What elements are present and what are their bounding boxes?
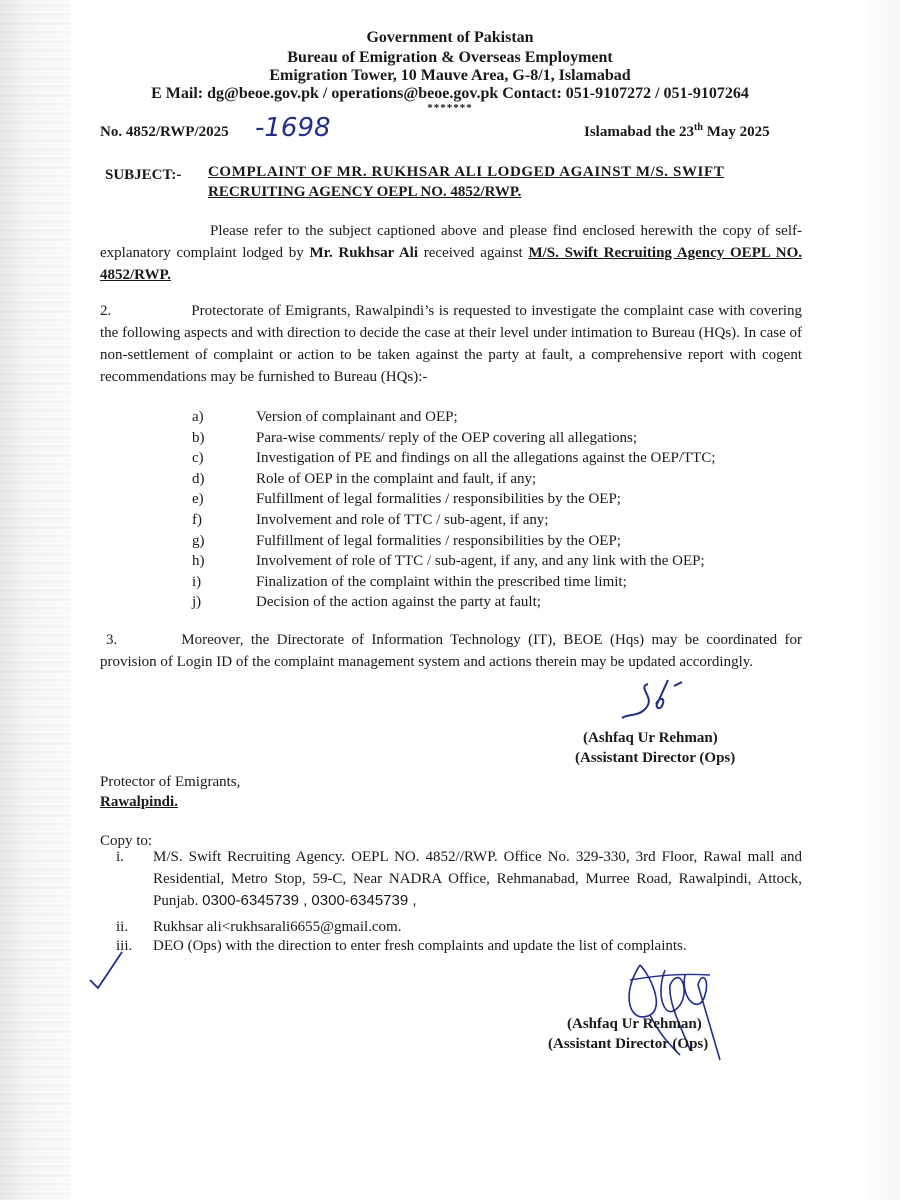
addressee-city: Rawalpindi.: [100, 794, 178, 810]
subject-line-1: COMPLAINT OF MR. RUKHSAR ALI LODGED AGAINST M/S. SWIFT: [208, 164, 725, 180]
header-government: Government of Pakistan: [366, 29, 534, 46]
signatory-name-2: (Ashfaq Ur Rehman): [567, 1016, 702, 1032]
letter-date: Islamabad the 23th May 2025: [584, 122, 770, 140]
signatory-designation-2: (Assistant Director (Ops): [548, 1036, 709, 1052]
header-contact: E Mail: dg@beoe.gov.pk / operations@beoe.gov.pk Contact: 051-9107272 / 051-9107264: [151, 85, 749, 102]
agency-name: M/S. Swift Recruiting Agency OEPL NO. 4852/RWP.: [100, 245, 802, 283]
header-bureau: Bureau of Emigration & Overseas Employment: [287, 49, 613, 66]
subject-line-2: RECRUITING AGENCY OEPL NO. 4852/RWP.: [208, 184, 522, 200]
paragraph-3: 3. Moreover, the Directorate of Information Technology (IT), BEOE (Hqs) may be coordinated for provision of Login ID of the complaint management system and actions therein may be updated accordingly.: [100, 632, 802, 670]
scan-edge-shadow: [0, 0, 70, 1200]
paragraph-2: 2. Protectorate of Emigrants, Rawalpindi’s is requested to investigate the complaint case with covering the following aspects and with direction to decide the case at their level under intimation to Bureau (HQs). In case of non-settlement of complaint or action to be taken against the party at fault, a comprehensive report with cogent recommendations may be furnished to Bureau (HQs):-: [100, 303, 802, 385]
copy-to-label: Copy to:: [100, 833, 153, 849]
addressee-title: Protector of Emigrants,: [100, 774, 241, 790]
handwritten-diary-number: -1698: [255, 113, 331, 143]
document-page: Government of Pakistan Bureau of Emigration & Overseas Employment Emigration Tower, 10 Mauve Area, G-8/1, Islamabad E Mail: dg@beoe.gov.pk / operations@beoe.gov.pk Contact: 051-9107272 / 051-9107264 ******* No. 4852/RWP/2025 -1698 Islamabad the 23th May 2025 SUBJECT:- COMPLAINT OF MR. RUKHSAR ALI LODGED AGAINST M/S. SWIFT RECRUITING AGENCY OEPL NO. 4852/RWP. Please refer to the subject captioned above and please find enclosed herewith the copy of self-explanatory complaint lodged by Mr. Rukhsar Ali received against M/S. Swift Recruiting Agency OEPL NO. 4852/RWP. 2. Protectorate of Emigrants, Rawalpindi’s is requested to investigate the complaint case with covering the following aspects and with direction to decide the case at their level under intimation to Bureau (HQs). In case of non-settlement of complaint or action to be taken against the party at fault, a comprehensive report with cogent recommendations may be furnished to Bureau (HQs):- a) Version of complainant and OEP; b) Para-wise comments/ reply of the OEP covering all allegations; c) Investigation of PE and findings on all the allegations against the OEP/TTC; d) Role of OEP in the complaint and fault, if any; e) Fulfillment of legal formalities / responsibilities by the OEP; f) Involvement and role of TTC / sub-agent, if any; g) Fulfillment of legal formalities / responsibilities by the OEP; h) Involvement of role of TTC / sub-agent, if any, and any link with the OEP; i) Finalization of the complaint within the prescribed time limit; j) Decision of the action against the party at fault; 3. Moreover, the Directorate of Information Technology (IT), BEOE (Hqs) may be coordinated for provision of Login ID of the complaint management system and actions therein may be updated accordingly. (Ashfaq Ur Rehman) (Assistant Director (Ops) Protector of Emigrants, Rawalpindi. Copy to: i. M/S. Swift Recruiting Agency. OEPL NO. 4852//RWP. Office No. 329-330, 3rd Floor, Rawal mall and Residential, Metro Stop, 59-C, Near NADRA Office, Rehmanabad, Murree Road, Rawalpindi, Attock, Punjab. 0300-6345739 , 0300-6345739 , ii. Rukhsar ali<rukhsarali6655@gmail.com. iii. DEO (Ops) with the direction to enter fresh complaints and update the list of complaints. (Ashfaq Ur Rehman) (Assistant Director (Ops): [0, 0, 900, 1200]
sd-signature-mark: [618, 676, 688, 726]
phone-numbers: 0300-6345739 , 0300-6345739 ,: [202, 892, 417, 909]
paragraph-1: Please refer to the subject captioned above and please find enclosed herewith the copy of self-explanatory complaint lodged by Mr. Rukhsar Ali received against M/S. Swift Recruiting Agency OEPL NO. 4852/RWP.: [100, 223, 802, 283]
subject-label: SUBJECT:-: [105, 167, 182, 183]
check-mark-icon: [88, 950, 124, 994]
signatory-name: (Ashfaq Ur Rehman): [583, 730, 718, 746]
header-separator: *******: [427, 102, 473, 114]
signatory-designation: (Assistant Director (Ops): [575, 750, 736, 766]
reference-number: No. 4852/RWP/2025: [100, 124, 229, 140]
header-address: Emigration Tower, 10 Mauve Area, G-8/1, Islamabad: [269, 67, 631, 84]
